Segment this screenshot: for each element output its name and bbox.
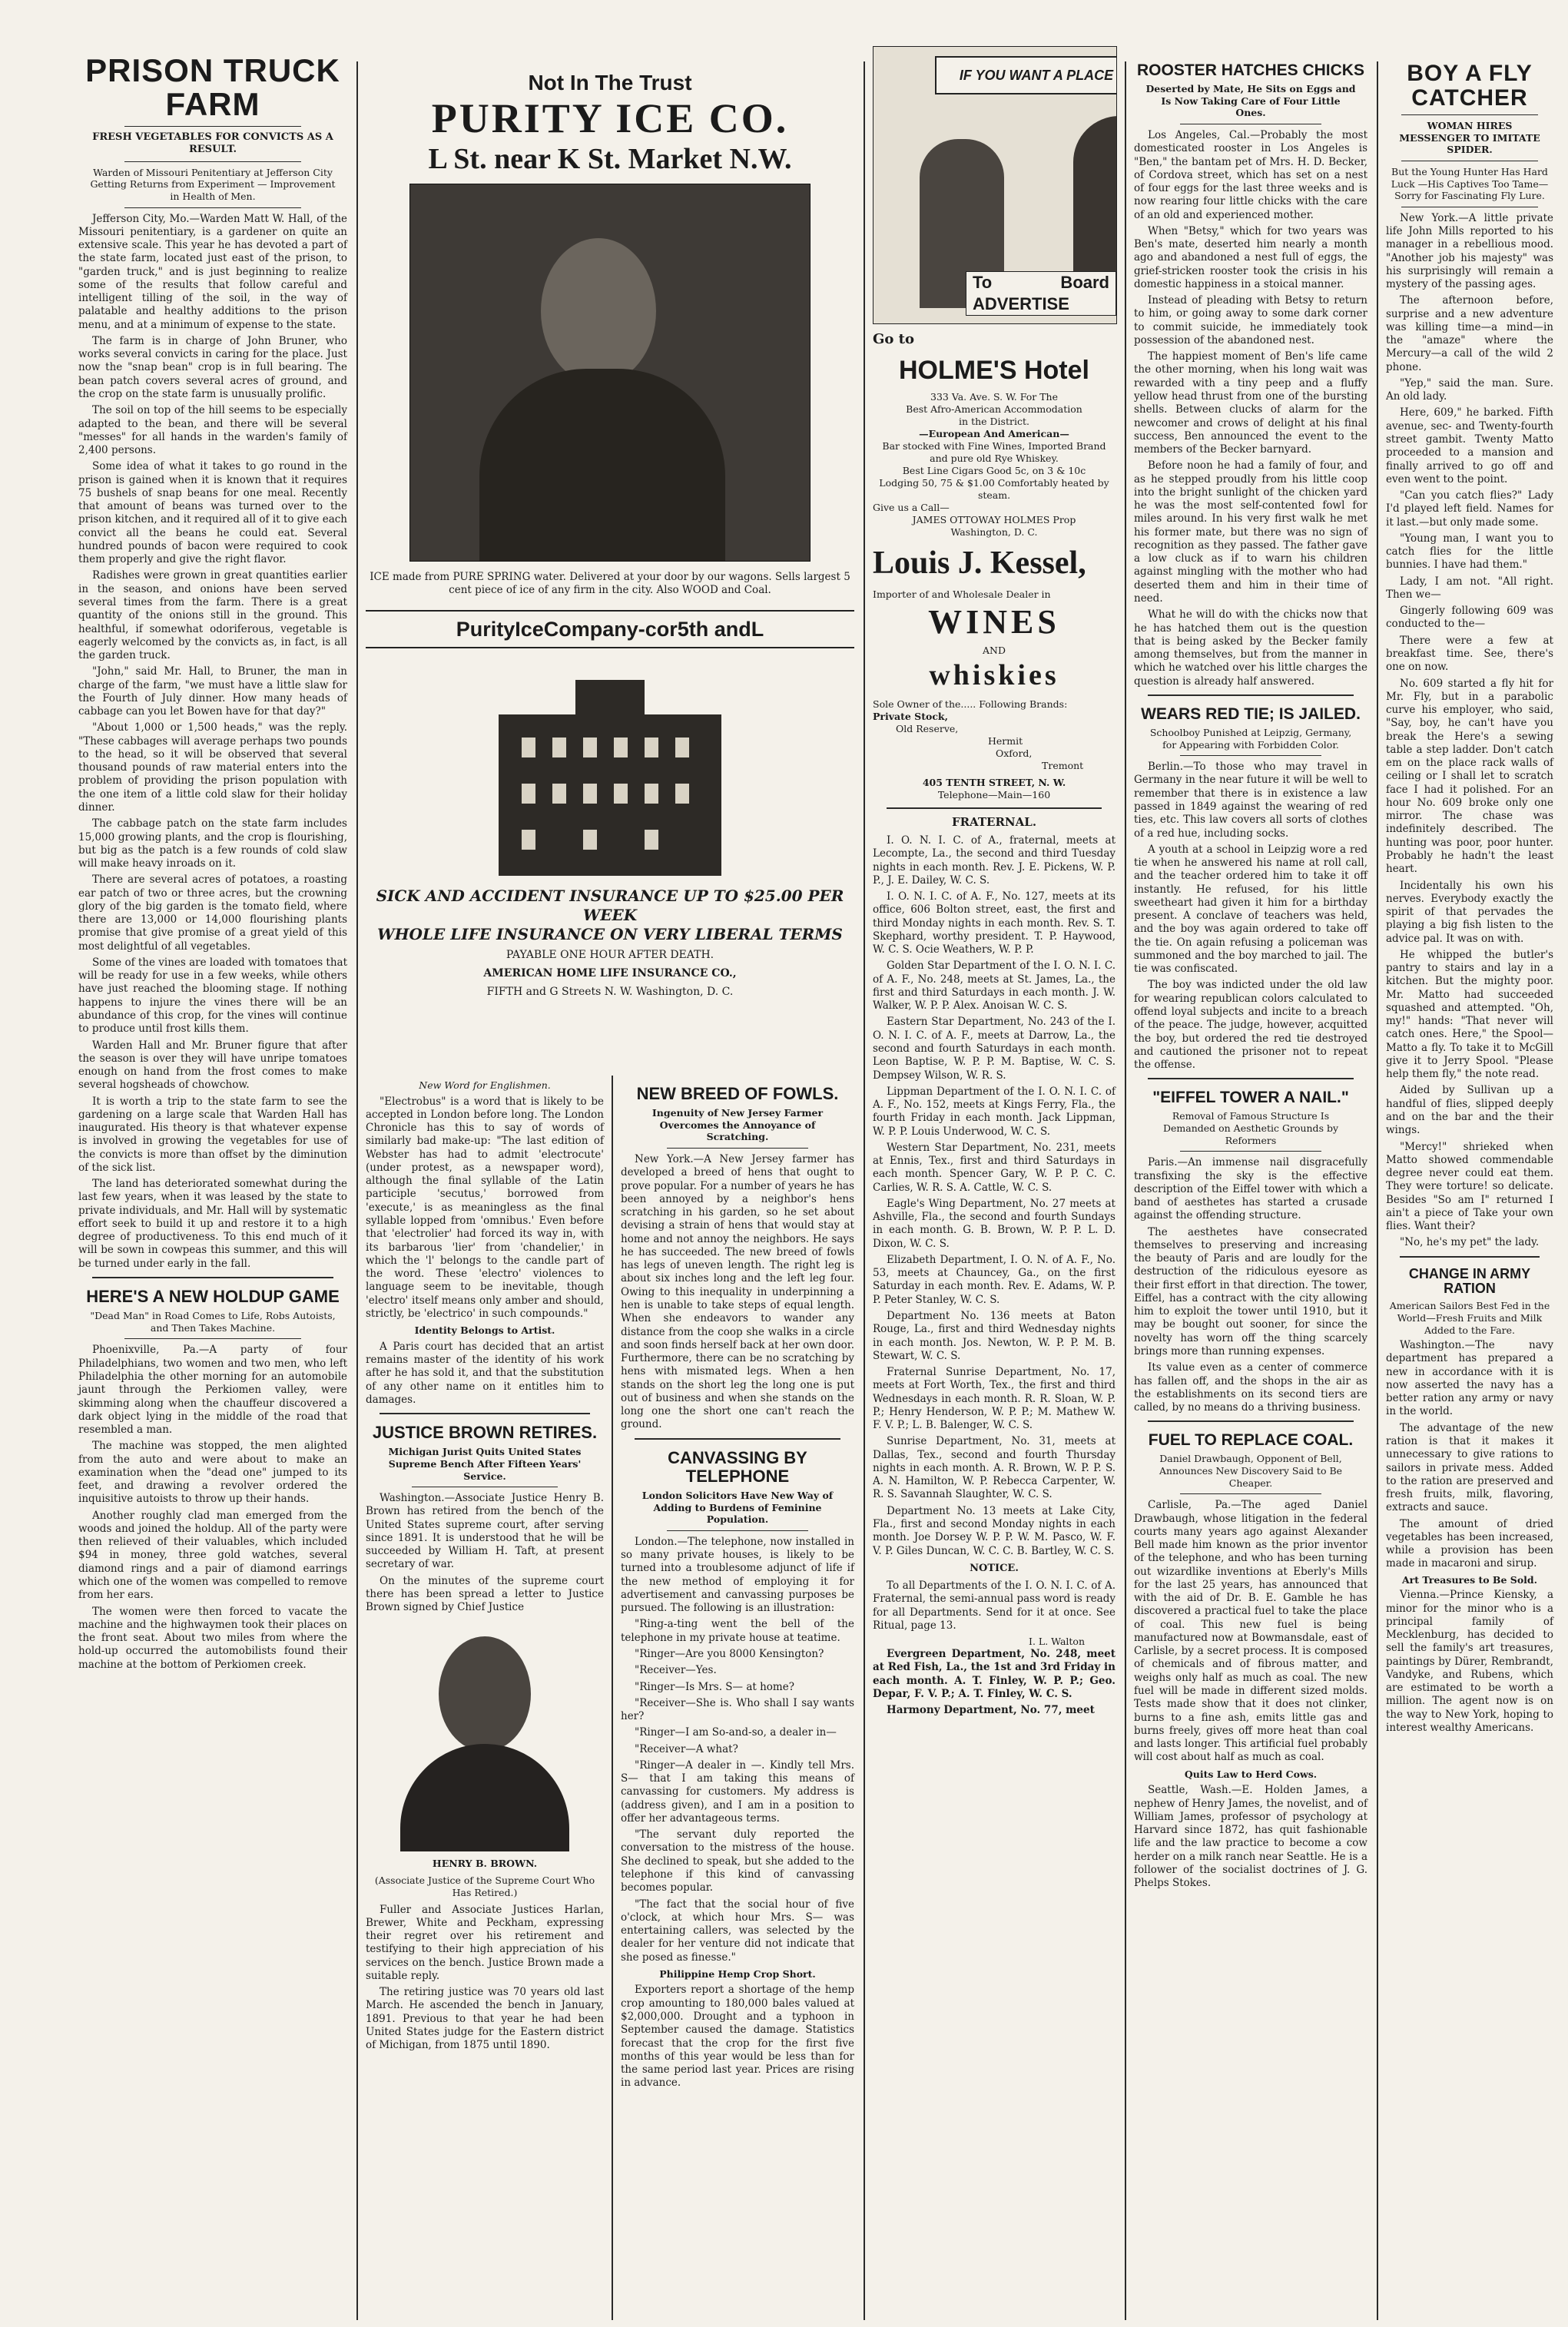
paragraph: Some of the vines are loaded with tomatoes that will be ready for use in a few weeks, while others have just reached the blooming stage. If nothing happens to injure the vines there will be an abundance of this crop, for the vines will continue to produce until frost kills them. [78, 956, 348, 1036]
paragraph: Fraternal Sunrise Department, No. 17, meets at Fort Worth, Tex., the first and third Wednesdays in each month. R. R. Sloan, W. P. P.; Henry Henderson, W. P. P.; M. Mathew W. F. V. P.; L. B. Balenger, W. C. S. [873, 1366, 1116, 1432]
subhead: Quits Law to Herd Cows. [1184, 1768, 1318, 1780]
brand: Tremont [1042, 760, 1084, 772]
headline-prison-truck-farm: PRISON TRUCK FARM [85, 52, 340, 123]
paragraph: Berlin.—To those who may travel in Germany in the near future it will be well to remember that there is in existence a law passed in 1849 against the wearing of red ties, etc. This law covers all sorts of clothes of a red hue, including socks. [1134, 761, 1367, 840]
paragraph: Fuller and Associate Justices Harlan, Brewer, White and Peckham, expressing their regret over his retirement and testifying to their high appreciation of his services on the bench. Justice Brown made a suitable reply. [366, 1903, 604, 1982]
ad-company-name: PURITY ICE CO. [431, 94, 789, 141]
paragraph: The soil on top of the hill seems to be especially adapted to the bean, and there will be several "messes" for all hands in the warden's family of 2,400 persons. [78, 404, 347, 457]
paragraph: The boy was indicted under the old law for wearing republican colors calculated to offend loyal subjects and incite to a breach of the peace. The judge, however, acquitted the boy, but ordered the red tie destroyed and cautioned the prisoner not to repeat the offense. [1134, 979, 1367, 1072]
column-4 [1126, 46, 1375, 2320]
paragraph: I. O. N. I. C. of A. F., No. 127, meets at its office, 606 Bolton street, east, the first and third Monday nights in each month. Rev. S. T. Skephard, worthy president. T. P. Haywood, W. C. S. Ocie Weathers, W. P. P. [873, 890, 1116, 956]
paragraph: Incidentally his own his nerves. Everybody exactly the spirit of that pervades the playing a big fish listen to the advice pal. It was on with. [1386, 879, 1553, 945]
kessel-owner: Sole Owner of the..... Following Brands: [873, 698, 1068, 711]
paragraph: "Receiver—She is. Who shall I say wants her? [621, 1696, 854, 1723]
and-label: AND [983, 644, 1006, 656]
paragraph: Before noon he had a family of four, and as he stepped proudly from his little coop into the bright sunlight of the chicken yard he was the most self-contented fowl for miles around. In his very first walk he met his former mate, but there was no sign of recognition as they passed. The father gave a low cluck as if to warn his children against mingling with the mother who had deserted them and him in their time of need. [1134, 459, 1367, 605]
headline-holdup-game: HERE'S A NEW HOLDUP GAME [86, 1287, 340, 1307]
paragraph: Washington.—The navy department has prepared a new in accordance with it is now asserted the navy has a better ration any army or navy in the world. [1386, 1339, 1553, 1418]
paragraph: Harmony Department, No. 77, meet [887, 1704, 1095, 1717]
fraternal-head: FRATERNAL. [951, 815, 1037, 830]
brand: Old Reserve, [896, 723, 959, 735]
paragraph: Golden Star Department of the I. O. N. I. C. of A. F., No. 248, meets at St. James, La., the first and third Saturdays in each month. J. W. Walker, W. P. P. Alex. Anoisan W. C. S. [873, 960, 1116, 1013]
advertise-cartoon [873, 46, 1117, 324]
advertisement-area [358, 46, 862, 1068]
deck: London Solicitors Have New Way of Adding to Burdens of Feminine Population. [641, 1490, 834, 1526]
hotel-ad [873, 354, 1116, 539]
paragraph: Lady, I am not. "All right. Then we— [1386, 575, 1553, 601]
notice-head: NOTICE. [970, 1562, 1019, 1574]
insurance-line: WHOLE LIFE INSURANCE ON VERY LIBERAL TERMS [377, 925, 843, 944]
paragraph: Carlisle, Pa.—The aged Daniel Drawbaugh, whose litigation in the federal courts many years ago against Alexander Bell made him known as the prior inventor of the telephone, and who has been turning out wizardlike inventions at Eberly's Mills for the last 25 years, has announced that with the aid of Dr. B. E. Gamble he has discovered a practical fuel to take the place of coal. This new fuel is being manufactured now at Bowmansdale, east of Carlisle, by a secret process. It is composed of chemicals and of fibrous matter, and weighs only half as much as coal. The new fuel will be made in different sized molds. Tests made show that it does not clinker, burns to a fine ash, emits little gas and burns freely, gives off more heat than coal and lasts longer. This artificial fuel probably will cost about half as much as coal. [1134, 1499, 1367, 1764]
paragraph: Department No. 13 meets at Lake City, Fla., first and second Monday nights in each month. Joe Dorsey W. P. P. W. M. Pasco, W. F. V. P. Giles Duncan, W. C. C. B. Bartley, W. C. S. [873, 1504, 1116, 1557]
paragraph: Eastern Star Department, No. 243 of the I. O. N. I. C. of A. F., meets at Darrow, La., the second and fourth Saturdays in each month. Leon Baptise, W. P. P. M. Baptise, W. C. S. Dempsey Wilson, W. R. S. [873, 1016, 1116, 1082]
paragraph: Seattle, Wash.—E. Holden James, a nephew of Henry James, the novelist, and of William James, professor of psychology at Harvard since 1872, has quit fashionable life and the law practice to become a cow herder on a milk ranch near Seattle. He is a follower of the socialist doctrines of J. G. Phelps Stokes. [1134, 1784, 1367, 1890]
hotel-line: JAMES OTTOWAY HOLMES Prop [912, 513, 1076, 525]
deck: WOMAN HIRES MESSENGER TO IMITATE SPIDER. [1399, 120, 1540, 156]
paragraph: The cabbage patch on the state farm includes 15,000 growing plants, and the crop is flourishing, but big as the patch is a few rounds of cold slaw will make heavy inroads on it. [78, 817, 347, 870]
brand: Private Stock, [873, 711, 948, 723]
hotel-line: Give us a Call— [873, 501, 950, 513]
deck: Deserted by Mate, He Sits on Eggs and Is Now Taking Care of Four Little Ones. [1145, 83, 1356, 119]
column-5 [1378, 46, 1561, 2320]
hotel-line: Best Afro-American Accommodation [906, 403, 1082, 415]
deck: Schoolboy Punished at Leipzig, Germany, for Appearing with Forbidden Color. [1149, 726, 1352, 751]
paragraph: The advantage of the new ration is that it makes it unnecessary to give rations to sailors in private mess. Added to the ration are preserved and fresh fruits, milk, flavoring, extracts and sauce. [1386, 1421, 1553, 1514]
paragraph: "Mercy!" shrieked when Matto showed commendable degree never could eat them. They were torture! so delicate. Besides "So am I" returned I ain't a piece of Take your own flies. Want their? [1386, 1140, 1553, 1233]
paragraph: "The servant duly reported the conversation to the mistress of the house. She declined to speak, but she added to the telephone if this kind of canvassing becomes popular. [621, 1828, 854, 1894]
paragraph: Western Star Department, No. 231, meets at Ennis, Tex., first and third Saturdays in each month. Spencer Gary, W. P. P. C. C. Carlies, W. R. S. A. Cattle, W. C. S. [873, 1141, 1116, 1194]
paragraph: Washington.—Associate Justice Henry B. Brown has retired from the bench of the United States supreme court, after serving since 1891. It is understood that he will be succeeded by William H. Taft, at present secretary of war. [366, 1492, 604, 1571]
deck: American Sailors Best Fed in the World—Fresh Fruits and Milk Added to the Fare. [1389, 1300, 1550, 1336]
headline-fuel: FUEL TO REPLACE COAL. [1148, 1431, 1354, 1450]
headline-rooster: ROOSTER HATCHES CHICKS [1137, 61, 1364, 79]
hotel-goto: Go to [873, 331, 914, 347]
paragraph: Warden Hall and Mr. Bruner figure that after the season is over they will have unripe tomatoes enough on hand from the frost comes to make several hogsheads of chowchow. [78, 1039, 347, 1092]
column-1 [71, 46, 355, 2320]
subhead: Philippine Hemp Crop Short. [659, 1967, 816, 1980]
paragraph: The land has deteriorated somewhat during the last few years, when it was leased by the state to private individuals, and Mr. Hall will by systematic effort seek to build it up and restore it to a high degree of productiveness. To this end much of it will be sown in cowpeas this summer, and this will be turned under early in the fall. [78, 1178, 347, 1270]
hotel-line: Best Line Cigars Good 5c, on 3 & 10c [902, 464, 1086, 476]
cartoon-sign: IF YOU WANT A PLACE [935, 56, 1117, 94]
paragraph: "Receiver—Yes. [635, 1664, 717, 1677]
deck: Removal of Famous Structure Is Demanded on Aesthetic Grounds by Reformers [1162, 1110, 1339, 1146]
hotel-line: Bar stocked with Fine Wines, Imported Brand and pure old Rye Whiskey. [882, 439, 1106, 464]
building-illustration [483, 661, 737, 876]
brand: Hermit [988, 735, 1023, 747]
paragraph: "John," said Mr. Hall, to Bruner, the man in charge of the farm, "we must have a little slaw for the Fourth of July dinner. How many heads of cabbage can you let Bowen have for that day?" [78, 665, 347, 718]
ad-slogan: Not In The Trust [528, 71, 692, 94]
paragraph: On the minutes of the supreme court there has been spread a letter to Justice Brown signed by Chief Justice [366, 1574, 604, 1614]
paragraph: The machine was stopped, the men alighted from the auto and were about to make an examination when the "dead one" jumped to its feet, and drawing a revolver ordered the inquisitive autoists to throw up their hands. [78, 1440, 347, 1506]
kessel-address: 405 TENTH STREET, N. W. [922, 777, 1066, 789]
paragraph: Vienna.—Prince Kiensky, a minor for the minor who is a principal family of Mecklenburg, has decided to sell the family's art treasures, paintings by Dürer, Rembrandt, Vandyke, and Rubens, which are estimated to be worth a million. The agent now is on the way to New York, hoping to interest wealthy Americans. [1386, 1589, 1553, 1734]
paragraph: "Ring-a-ting went the bell of the telephone in my private house at teatime. [621, 1618, 854, 1644]
subdeck: Warden of Missouri Penitentiary at Jefferson City Getting Returns from Experiment — Improvement in Health of Men. [90, 166, 336, 202]
paragraph: The farm is in charge of John Bruner, who works several convicts in caring for the place. Just now the "snap bean" crop is in full bearing. The bean patch covers several acres of ground, and the crop on the state farm is unusually prolific. [78, 334, 347, 401]
cartoon-caption: To Board ADVERTISE [966, 271, 1116, 316]
paragraph: It is worth a trip to the state farm to see the gardening on a large scale that Warden Hall has inaugurated. His theory is that whatever expense is involved in growing the vegetables for use of the convicts is more than offset by the diminution of the sick list. [78, 1095, 347, 1174]
portrait-name: HENRY B. BROWN. [432, 1857, 538, 1869]
paragraph: The women were then forced to vacate the machine and the highwaymen took their places on the front seat. About two miles from where the hold-up occurred the automobilists found their machine at the bottom of Perkiomen creek. [78, 1605, 347, 1671]
paragraph: Elizabeth Department, I. O. N. of A. F., No. 53, meets at Chauncey, Ga., on the first Saturday in each month. Rev. E. Adams, W. P. P. Peter Stanley, W. C. S. [873, 1253, 1116, 1306]
paragraph: Evergreen Department, No. 248, meet at Red Fish, La., the 1st and 3rd Friday in each month. A. T. Finley, W. P. P.; Geo. Depar, F. V. P.; A. T. Finley, W. C. S. [873, 1648, 1116, 1700]
paragraph: Los Angeles, Cal.—Probably the most domesticated rooster in Los Angeles is "Ben," the bantam pet of Mrs. H. D. Becker, of Cordova street, which has set on a nest of four eggs for the last three weeks and is now rearing four little chicks with the care of an old and experienced mother. [1134, 128, 1367, 221]
paragraph: He whipped the butler's pantry to stairs and lay in a kitchen. But the mighty poor. Mr. Matto had succeeded squashed and attempted. "Oh, my!" hands: "That never will catch ones. Here," the Spool—Matto a fly. To take it to McGill give it to Jerry Spool. "Please help them fly," the note read. [1386, 948, 1553, 1081]
headline-new-breed-fowls: NEW BREED OF FOWLS. [636, 1084, 839, 1103]
paragraph: The afternoon before, surprise and a new adventure was killing time—a mind—in the "amaze" where the Mercury—a call of the wild 2 phone. [1386, 294, 1553, 373]
paragraph: Here, 609," he barked. Fifth avenue, sec- and Twenty-fourth street gambit. Twenty Matto proceeded to a mansion and finally arrived to go off and even went to the point. [1386, 406, 1553, 486]
paragraph: "Ringer—A dealer in —. Kindly tell Mrs. S— that I am taking this means of canvassing for customers. My address is (address given), and I am in a position to offer her advantageous terms. [621, 1759, 854, 1825]
paragraph: Its value even as a center of commerce has fallen off, and the shops in the air as the establishments on its second tiers are called, by no means do a thriving business. [1134, 1361, 1367, 1414]
paragraph: The happiest moment of Ben's life came the other morning, when his long wait was rewarded with a tiny peep and a fluffy yellow head thrust from one of the bursting shells. Between clucks of alarm for the newcomer and crows of delight at his final success, Ben announced the event to the members of the Becker barnyard. [1134, 350, 1367, 456]
paragraph: There were a few at breakfast time. See, there's one on now. [1386, 634, 1553, 674]
kessel-sub: Importer of and Wholesale Dealer in [873, 588, 1051, 601]
paragraph: A youth at a school in Leipzig wore a red tie when he answered his name at roll call, and the teacher ordered him to take it off instantly. He refused, for his little sweetheart had given it him for a birthday present. A conclave of teachers was held, and the boy was again ordered to take off the tie. On again refusing a policeman was summoned and the boy marched to jail. The tie was confiscated. [1134, 843, 1367, 976]
paragraph: Jefferson City, Mo.—Warden Matt W. Hall, of the Missouri penitentiary, is a gardener on quite an extensive scale. This year he has devoted a part of the state farm, located just east of the prison, to "garden truck," and is just beginning to realize some of the results that follow careful and intelligent tilling of the soil, in the way of palatable and healthy additions to the prison menu, and at a minimum of expense to the state. [78, 212, 347, 331]
paragraph: Eagle's Wing Department, No. 27 meets at Ashville, Fla., the second and fourth Sundays in each month. G. B. Brown, W. P. P. L. D. Dixon, W. C. S. [873, 1197, 1116, 1250]
hotel-line: Lodging 50, 75 & $1.00 Comfortably heated by steam. [879, 476, 1109, 501]
paragraph: New York.—A New Jersey farmer has developed a breed of hens that ought to prove popular. For a number of years he has been annoyed by a neighbor's hens scratching in his garden, so he set about devising a strain of hens that would stay at home and not annoy the neighbors. He says he has succeeded. The new breed of fowls has legs of uneven length. The right leg is about six inches long and the left leg four. Owing to this inequality in underpinning a hen is unable to take steps of equal length. When she endeavors to wander any distance from the coop she walks in a circle and soon finds herself back at her own door. Furthermore, there can be no scratching by hens with mismated legs. When a hen stands on the short leg the long one is put out of business and when she stands on the long one the short one can't reach the ground. [621, 1153, 854, 1431]
paragraph: The aesthetes have consecrated themselves to preserving and increasing the beauty of Paris and are loudly for the destruction of the ridiculous eyesore as their first effort in that direction. The tower, Eiffel, has a contract with the city allowing him to exploit the tower until 1910, but it may be bought out sooner, for since the novelty has worn off the thing scarcely brings more than running expenses. [1134, 1225, 1367, 1357]
insurance-payable: PAYABLE ONE HOUR AFTER DEATH. [506, 949, 714, 962]
paragraph: To all Departments of the I. O. N. I. C. of A. Fraternal, the semi-annual pass word is ready for all Departments. Send for it at once. See Ritual, page 13. [873, 1580, 1116, 1632]
hotel-line: 333 Va. Ave. S. W. For The [930, 390, 1058, 403]
paragraph: "Can you catch flies?" Lady I'd played left field. Names for it last.—but only made some. [1386, 489, 1553, 529]
newspaper-page [71, 46, 1561, 2320]
headline-justice-brown: JUSTICE BROWN RETIRES. [372, 1423, 598, 1443]
subdeck: But the Young Hunter Has Hard Luck —His Captives Too Tame— Sorry for Fascinating Fly Lure. [1391, 165, 1549, 202]
paragraph: New York.—A little private life John Mills reported to his manager in a rebellious mood. "Another job his majesty" was his surprisingly will remain a mystery of the passing ages. [1386, 211, 1553, 291]
paragraph: The retiring justice was 70 years old last March. He ascended the bench in January, 1891. Previous to that year he had been United States judge for the Eastern district of Michigan, from 1875 until 1890. [366, 1986, 604, 2052]
ad-banner: PurityIceCompany-cor5th andL [366, 610, 854, 649]
insurance-line: SICK AND ACCIDENT INSURANCE UP TO $25.00 PER WEEK [376, 887, 844, 925]
headline-canvassing: CANVASSING BY TELEPHONE [668, 1447, 807, 1486]
paragraph: A Paris court has decided that an artist remains master of the identity of his work after he has sold it, and that the substitution of any other name on it entitles him to damages. [366, 1340, 604, 1406]
insurance-address: FIFTH and G Streets N. W. Washington, D. C. [486, 986, 734, 999]
notice-signature: I. L. Walton [1029, 1636, 1085, 1648]
paragraph: "Receiver—A what? [635, 1742, 738, 1755]
paragraph: Paris.—An immense nail disgracefully transfixing the sky is the effective description of the Eiffel tower with which a band of aesthetes has started a crusade against the offending structure. [1134, 1156, 1367, 1222]
paragraph: Some idea of what it takes to go round in the prison is gained when it is known that it requires 75 bushels of snap beans for one meal. Recently that amount of beans was turned over to the prison kitchen, and it required all of it to give each convict all the beans he could eat. Several hundred pounds of bacon were required to cook them properly and give the right flavor. [78, 460, 347, 566]
paragraph: What he will do with the chicks now that he has hatched them out is the question that is being asked by the Becker family among themselves, but from the manner in which he watched over his little charges the question is already half answered. [1134, 608, 1367, 688]
ad-address: L St. near K St. Market N.W. [428, 142, 792, 175]
paragraph: "About 1,000 or 1,500 heads," was the reply. "These cabbages will average perhaps two pounds to the head, so it will be observed that several thousand pounds of raw material enters into the problem of providing the prison population with the one item of a little cold slaw for their holiday dinner. [78, 721, 347, 814]
deck: Daniel Drawbaugh, Opponent of Bell, Announces New Discovery Said to Be Cheaper. [1159, 1453, 1343, 1489]
deck: Michigan Jurist Quits United States Supreme Bench After Fifteen Years' Service. [388, 1446, 582, 1482]
paragraph: Sunrise Department, No. 31, meets at Dallas, Tex., second and fourth Thursday nights in each month. A. R. Brown, W. P. P. S. A. N. Hamilton, W. P. Rebecca Carpenter, W. R. S. Savannah Slaughter, W. C. S. [873, 1435, 1116, 1501]
whiskies-label: whiskies [929, 658, 1059, 691]
paragraph: Exporters report a shortage of the hemp crop amounting to 180,000 bales valued at $2,000,000. Drought and a typhoon in September caused the damage. Statistics forecast that the crop for the first five months of this year would be less than for the same period last year. Prices are rising in advance. [621, 1984, 854, 2090]
kessel-name: Louis J. Kessel, [873, 545, 1086, 581]
hotel-line: in the District. [959, 415, 1029, 427]
paragraph: Lippman Department of the I. O. N. I. C. of A. F., No. 152, meets at Kings Ferry, Fla., the fourth Friday in each month. Jack Lippman, W. P. P. Louis Underwood, W. C. S. [873, 1085, 1116, 1138]
hotel-line: —European And American— [919, 427, 1069, 439]
ad-text: ICE made from PURE SPRING water. Delivered at your door by our wagons. Sells largest 5 cent piece of ice of any firm in the city. Also WOOD and Coal. [370, 571, 850, 597]
headline-red-tie: WEARS RED TIE; IS JAILED. [1141, 704, 1361, 723]
insurance-company: AMERICAN HOME LIFE INSURANCE CO., [483, 967, 737, 980]
paragraph: Phoenixville, Pa.—A party of four Philadelphians, two women and two men, who left Philadelphia the other morning for an automobile jaunt through the Perkiomen valley, were skimming along when the chauffeur discovered a dark object lying in the middle of the road that resembled a man. [78, 1344, 347, 1437]
paragraph: "No, he's my pet" the lady. [1400, 1236, 1540, 1249]
paragraph: There are several acres of potatoes, a roasting ear patch of two or three acres, but the crowning glory of the big garden is the tomato field, where there are 13,000 or 14,000 flourishing plants promise that give promise of a great yield of this most delightful of all vegetables. [78, 873, 347, 953]
column-3 [865, 46, 1123, 2320]
headline-eiffel: "EIFFEL TOWER A NAIL." [1152, 1089, 1349, 1107]
portrait-henry-brown [370, 1621, 600, 1851]
paragraph: London.—The telephone, now installed in so many private houses, is likely to be turned into a troublesome adjunct of life if the new method of employing it for advertisement and canvassing purposes be pursued. The following is an illustration: [621, 1535, 854, 1615]
hotel-line: Washington, D. C. [950, 525, 1038, 538]
headline-fly-catcher: BOY A FLY CATCHER [1407, 61, 1533, 111]
paragraph: "The fact that the social hour of five o'clock, at which hour Mrs. S— was entertaining callers, was selected by the dealer for her venture did not indicate that she posed as finesse." [621, 1898, 854, 1964]
paragraph: "Ringer—Are you 8000 Kensington? [635, 1648, 824, 1661]
column-2b-lower [613, 1076, 862, 2320]
paragraph: I. O. N. I. C. of A., fraternal, meets at Lecompte, La., the second and third Tuesday nights in each month. Rev. J. E. Pickens, W. P. P., J. E. Dailey, W. C. S. [873, 834, 1116, 887]
portrait-caption: (Associate Justice of the Supreme Court Who Has Retired.) [374, 1874, 595, 1898]
article-body [78, 213, 347, 1271]
paragraph: "Ringer—Is Mrs. S— at home? [635, 1680, 794, 1693]
paragraph: "Ringer—I am So-and-so, a dealer in— [635, 1726, 837, 1739]
brand: Oxford, [996, 747, 1033, 760]
paragraph: The amount of dried vegetables has been increased, while a provision has been made in macaroni and sirup. [1386, 1517, 1553, 1570]
deck: FRESH VEGETABLES FOR CONVICTS AS A RESULT. [92, 131, 333, 156]
paragraph: "Young man, I want you to catch flies for the little bunnies. I have had them." [1386, 532, 1553, 572]
paragraph: When "Betsy," which for two years was Ben's mate, deserted him nearly a month ago and abandoned a nest full of eggs, the grief-stricken rooster took the crisis in his domestic happiness in a stoical manner. [1134, 224, 1367, 290]
paragraph: "Electrobus" is a word that is likely to be accepted in London before long. The London Chronicle has this to say of words of similarly bad make-up: "The last edition of Webster has had to admit 'electrocute' (under protest, as a newspaper word), although the final syllable of the Latin participle 'secutus,' borrowed from 'execute,' is as meaningless as the final syllable lopped from 'omnibus.' Even before that 'electrolier' had forced its way in, with its barbarous 'lier' from 'chandelier,' in which the 'l' belongs to the candle part of the word. These 'electro' violences to language seem to be inevitable, though 'electro' itself means only amber and should, strictly, be 'electrico' in such compounds." [366, 1095, 604, 1320]
paragraph: "Yep," said the man. Sure. An old lady. [1386, 376, 1553, 403]
paragraph: Another roughly clad man emerged from the woods and joined the holdup. All of the party were then relieved of their valuables, which included $94 in money, three gold watches, several diamond rings and a pair of diamond earrings which one of the women was compelled to remove from her ears. [78, 1509, 347, 1602]
hotel-name: HOLME'S Hotel [899, 356, 1089, 386]
subhead: Art Treasures to Be Sold. [1401, 1573, 1538, 1586]
paragraph: Instead of pleading with Betsy to return to him, or going away to some dark corner to commit suicide, he immediately took possession of the abandoned nest. [1134, 294, 1367, 346]
kessel-phone: Telephone—Main—160 [937, 789, 1051, 801]
subhead: Identity Belongs to Artist. [414, 1324, 555, 1337]
wines-label: WINES [928, 603, 1060, 641]
paragraph: Aided by Sullivan up a handful of flies, slipped deeply and on the bar and the their wings. [1386, 1084, 1553, 1137]
ad-photo [409, 184, 811, 562]
subhead: New Word for Englishmen. [419, 1079, 551, 1091]
headline-army-ration: CHANGE IN ARMY RATION [1408, 1265, 1531, 1297]
paragraph: Gingerly following 609 was conducted to the— [1386, 605, 1553, 631]
deck: Ingenuity of New Jersey Farmer Overcomes the Annoyance of Scratching. [651, 1107, 824, 1143]
column-2-lower [358, 1076, 612, 2320]
paragraph: No. 609 started a fly hit for Mr. Fly, but in a parabolic curve his employer, who said, "Say, boy, he can't have you break the Here's a sewing table a step ladder. Don't catch em on the place rack walls of ceiling or I shall let to scratch face I had it polished. For an hour No. 609 broke only one mirror. The chase was indefinitely described. The hunting was poor, poor hunter. Probably he hadn't the least heart. [1386, 677, 1553, 876]
deck: "Dead Man" in Road Comes to Life, Robs Autoists, and Then Takes Machine. [90, 1310, 336, 1334]
paragraph: Radishes were grown in great quantities earlier in the season, and onions have been served several times from the farm. There is a great quantity of the onions still in the ground. This healthful, if somewhat odoriferous, vegetable is eagerly welcomed by the convicts as, in fact, is all the garden truck. [78, 569, 347, 662]
paragraph: Department No. 136 meets at Baton Rouge, La., first and third Wednesday nights in each month. Jos. Newton, W. P. P. M. B. Stewart, W. C. S. [873, 1310, 1116, 1362]
